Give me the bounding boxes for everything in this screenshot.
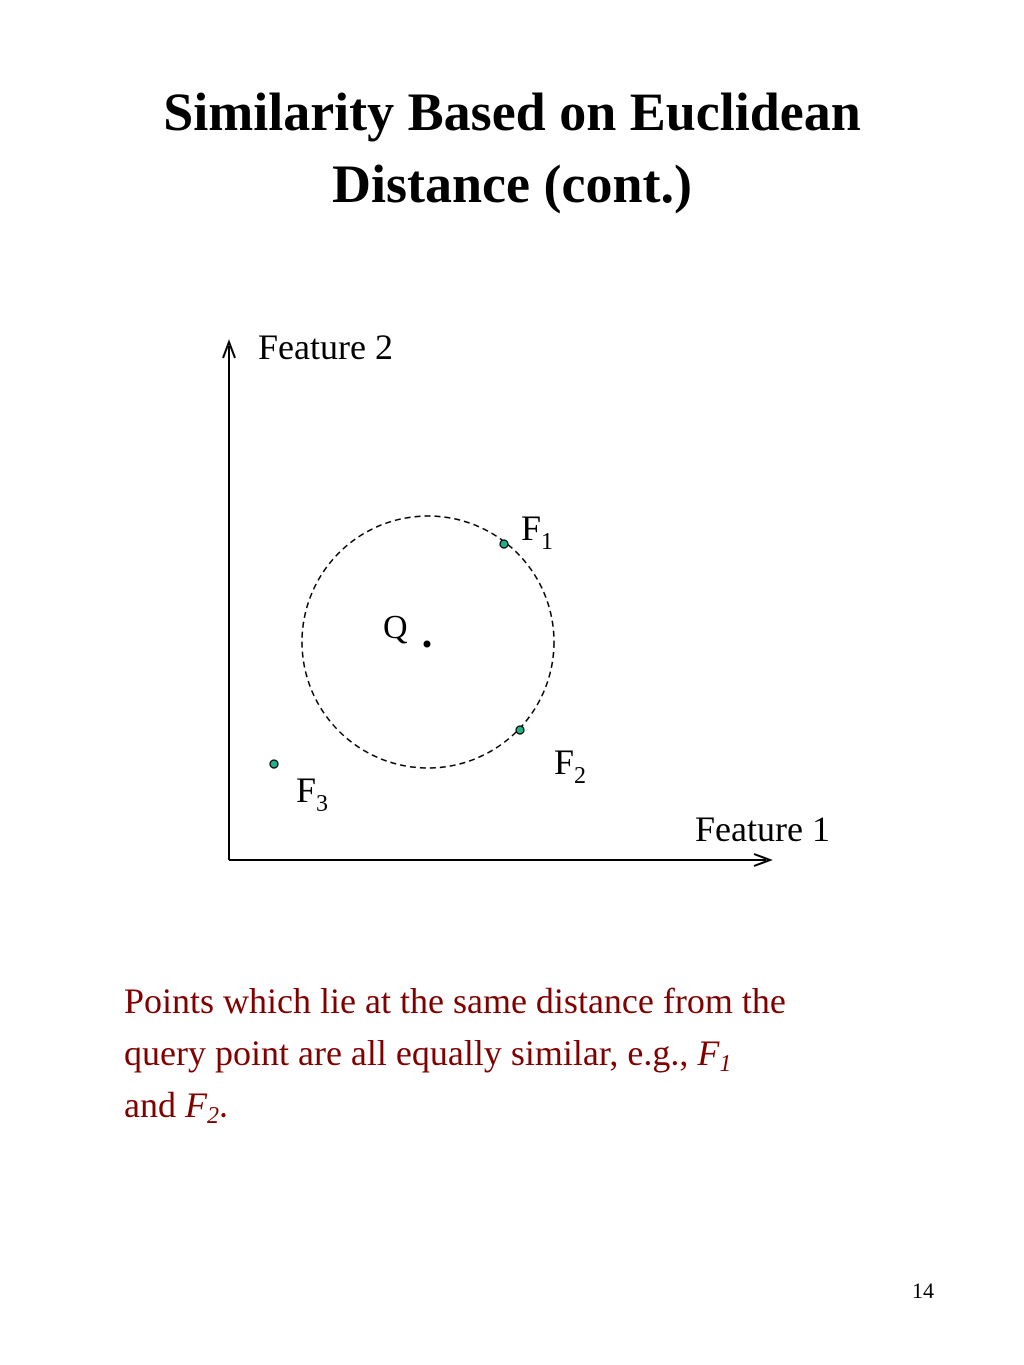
- point-f2: [516, 726, 524, 734]
- point-f2-name: F: [554, 742, 575, 782]
- point-f3-subscript: 3: [316, 791, 329, 817]
- point-f2-subscript: 2: [574, 763, 587, 789]
- point-f1-name: F: [521, 508, 542, 548]
- caption-f2-symbol: F: [184, 1085, 207, 1125]
- point-f1-subscript: 1: [541, 529, 554, 555]
- point-f3-label: [296, 770, 328, 817]
- caption: [124, 975, 984, 1131]
- point-f3: [270, 760, 278, 768]
- caption-line-3-text: and: [124, 1085, 185, 1125]
- caption-period: .: [218, 1085, 228, 1125]
- x-axis-label: Feature 1: [695, 809, 830, 849]
- caption-f1-symbol: F: [697, 1033, 720, 1073]
- point-f1-label: [521, 508, 553, 555]
- caption-f2-subscript: 2: [206, 1103, 219, 1129]
- y-axis-label: Feature 2: [258, 327, 393, 367]
- point-f1: [500, 540, 508, 548]
- slide-title-line-1: Similarity Based on Euclidean: [163, 82, 861, 142]
- caption-f1-subscript: 1: [719, 1051, 732, 1077]
- query-point: [424, 641, 431, 648]
- caption-line-1: Points which lie at the same distance from the: [124, 981, 786, 1021]
- page-number: 14: [912, 1278, 934, 1303]
- point-f2-label: [554, 742, 586, 789]
- point-f3-name: F: [296, 770, 317, 810]
- caption-line-2-text: query point are all equally similar, e.g.,: [124, 1033, 698, 1073]
- query-label: Q: [383, 609, 408, 646]
- slide-title-line-2: Distance (cont.): [332, 154, 692, 214]
